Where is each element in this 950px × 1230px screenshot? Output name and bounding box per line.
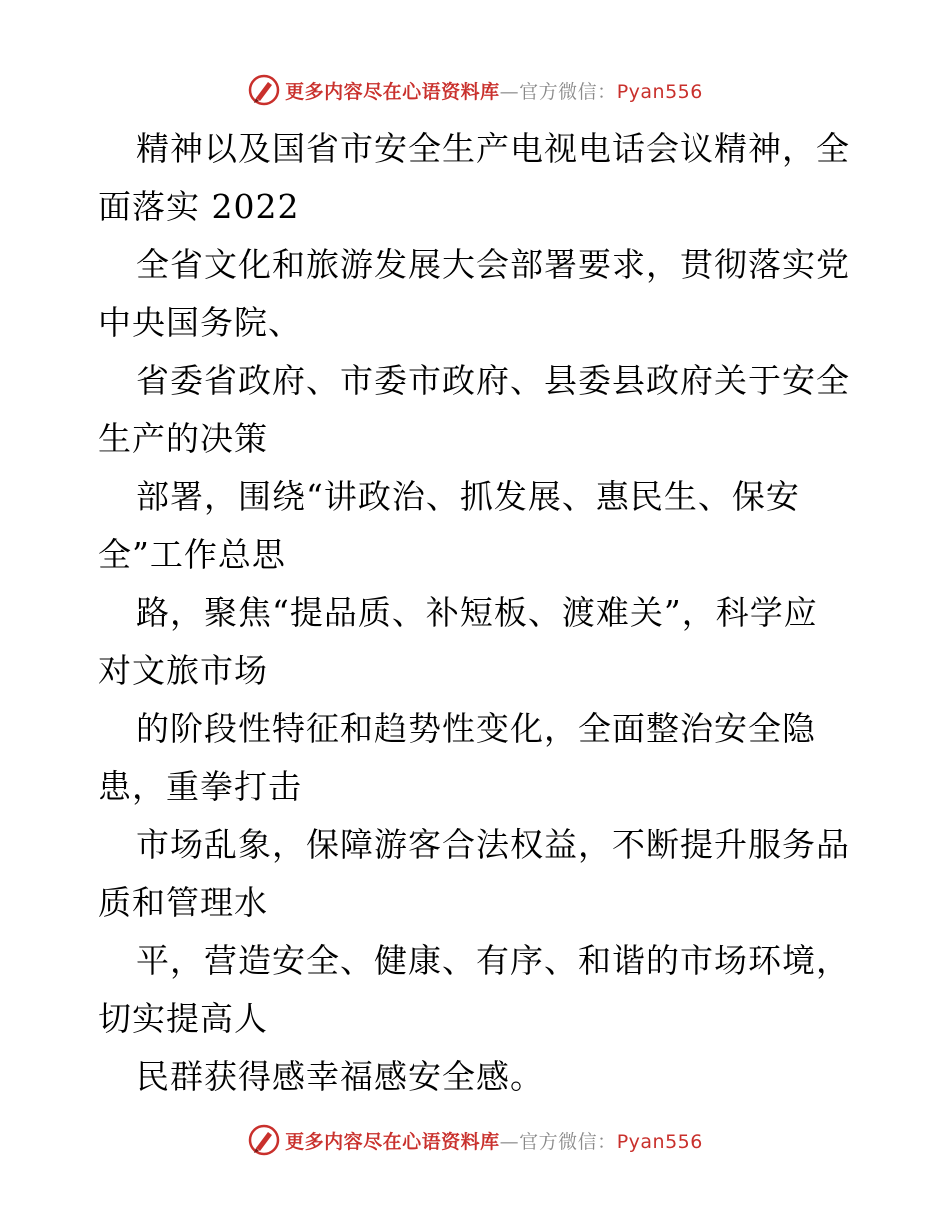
header-wechat-id: Pyan556	[616, 80, 703, 103]
text-line: 路，聚焦“提品质、补短板、渡难关”，科学应	[136, 593, 818, 632]
text-line: 的阶段性特征和趋势性变化，全面整治安全隐	[136, 709, 816, 748]
footer-watermark	[0, 1120, 950, 1160]
text-line: 部署，围绕“讲政治、抓发展、惠民生、保安	[136, 477, 800, 516]
header-official-label: 官方微信：	[519, 80, 617, 103]
text-line: 生产的决策	[98, 419, 268, 458]
pen-logo-icon	[247, 73, 281, 107]
document-body	[98, 120, 858, 1106]
text-line: 全”工作总思	[98, 535, 286, 574]
header-watermark	[0, 70, 950, 110]
footer-wechat-id: Pyan556	[616, 1130, 703, 1153]
text-line: 平，营造安全、健康、有序、和谐的市场环境，	[136, 941, 850, 980]
text-line: 切实提高人	[98, 999, 268, 1038]
header-separator: —	[499, 80, 520, 103]
text-line: 民群获得感幸福感安全感。	[136, 1057, 544, 1096]
text-line: 患，重拳打击	[98, 767, 302, 806]
text-line: 全省文化和旅游发展大会部署要求，贯彻落实党	[136, 245, 850, 284]
footer-separator: —	[499, 1130, 520, 1153]
text-line: 面落实 2022	[98, 187, 300, 226]
header-text	[285, 77, 703, 104]
text-line: 质和管理水	[98, 883, 268, 922]
footer-official-label: 官方微信：	[519, 1130, 617, 1153]
text-line: 市场乱象，保障游客合法权益，不断提升服务品	[136, 825, 850, 864]
text-line: 中央国务院、	[98, 303, 302, 342]
text-line: 省委省政府、市委市政府、县委县政府关于安全	[136, 361, 850, 400]
text-line: 精神以及国省市安全生产电视电话会议精神，全	[136, 129, 850, 168]
text-line: 对文旅市场	[98, 651, 268, 690]
footer-text	[285, 1127, 703, 1154]
footer-brand: 更多内容尽在心语资料库	[285, 1130, 500, 1153]
pen-logo-icon	[247, 1123, 281, 1157]
header-brand: 更多内容尽在心语资料库	[285, 80, 500, 103]
